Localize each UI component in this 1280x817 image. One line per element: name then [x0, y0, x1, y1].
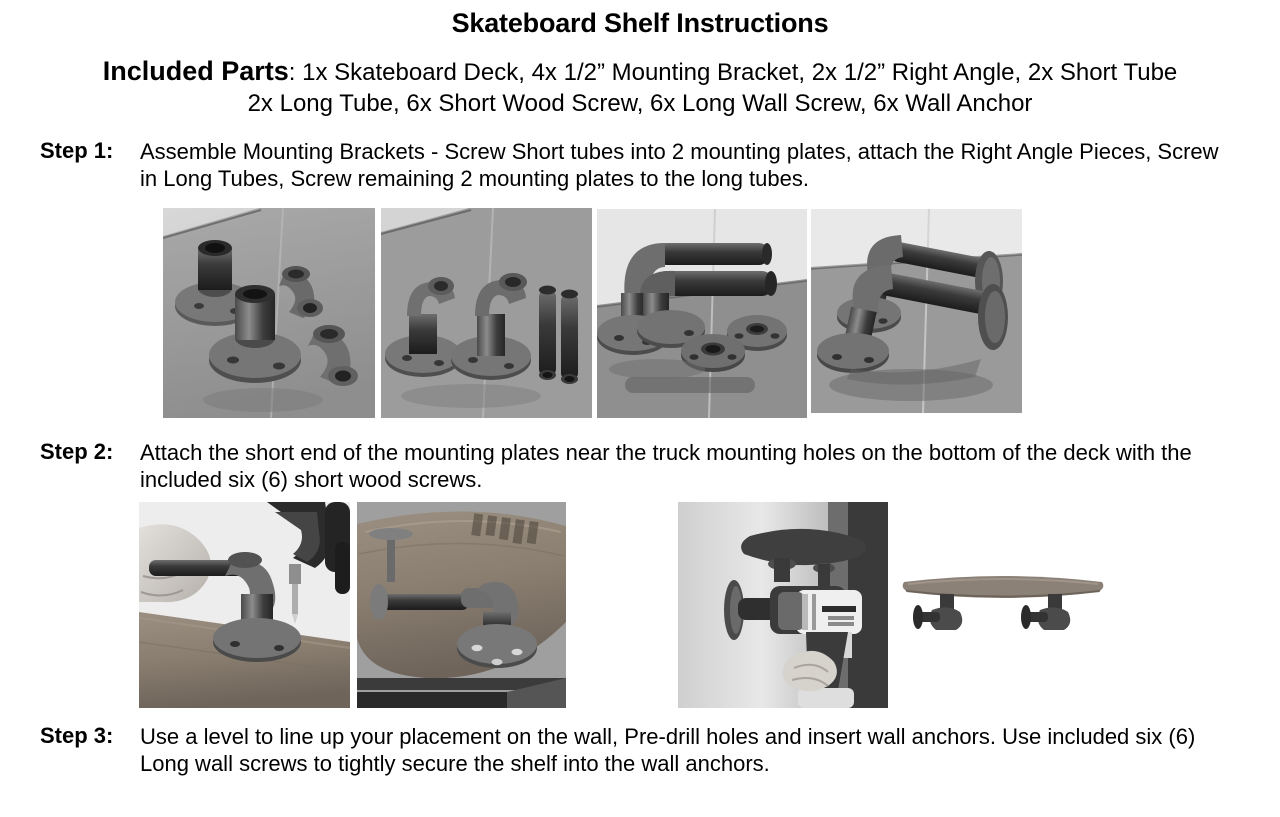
- photo-long-tubes-installed-graphic: [597, 209, 807, 418]
- step-2-row: [40, 439, 1240, 493]
- step-3-text: Use a level to line up your placement on the wall, Pre-drill holes and insert wall anchors. Use included six (6) Long wall screws to tightly secure the shelf into the wall anchors.: [140, 724, 1196, 776]
- included-parts-colon: :: [288, 59, 296, 86]
- step-2-photo-drilling-into-wall: [678, 502, 888, 708]
- photo-assembled-brackets-graphic: [811, 209, 1022, 413]
- step-2-photo-finished-shelf: [898, 560, 1108, 655]
- step-3-label: Step 3:: [40, 723, 114, 748]
- step-1-photo-assembled-brackets: [811, 209, 1022, 413]
- step-1-label: Step 1:: [40, 138, 114, 163]
- step-3-row: [40, 723, 1240, 777]
- step-1-row: [40, 138, 1240, 192]
- photo-elbows-attached-graphic: [381, 208, 592, 418]
- included-parts-label: Included Parts: [102, 56, 289, 86]
- page-title: Skateboard Shelf Instructions: [451, 8, 829, 38]
- step-1-photo-elbows-attached: [381, 208, 592, 418]
- step-1-photo-parts-laid-out: [163, 208, 375, 418]
- photo-finished-shelf-graphic: [898, 560, 1108, 655]
- step-2-label: Step 2:: [40, 439, 114, 464]
- included-parts-block: [0, 56, 1280, 119]
- step-1-text: Assemble Mounting Brackets - Screw Short tubes into 2 mounting plates, attach the Right Angle Pieces, Screw in Long Tubes, Screw remaining 2 mounting plates to the long tubes.: [140, 139, 1219, 191]
- photo-parts-laid-out-graphic: [163, 208, 375, 418]
- included-parts-line-2: 2x Long Tube, 6x Short Wood Screw, 6x Long Wall Screw, 6x Wall Anchor: [247, 90, 1033, 117]
- photo-drilling-wall-graphic: [678, 502, 888, 708]
- included-parts-line-1: 1x Skateboard Deck, 4x 1/2” Mounting Bracket, 2x 1/2” Right Angle, 2x Short Tube: [295, 59, 1178, 86]
- photo-bracket-mounted-graphic: [357, 502, 566, 708]
- step-2-photo-driving-wood-screws: [139, 502, 350, 708]
- step-2-photo-bracket-mounted-on-deck: [357, 502, 566, 708]
- step-1-photo-long-tubes-installed: [597, 209, 807, 418]
- photo-driving-wood-screws-graphic: [139, 502, 350, 708]
- step-2-text: Attach the short end of the mounting plates near the truck mounting holes on the bottom of the deck with the included six (6) short wood screws.: [140, 440, 1192, 492]
